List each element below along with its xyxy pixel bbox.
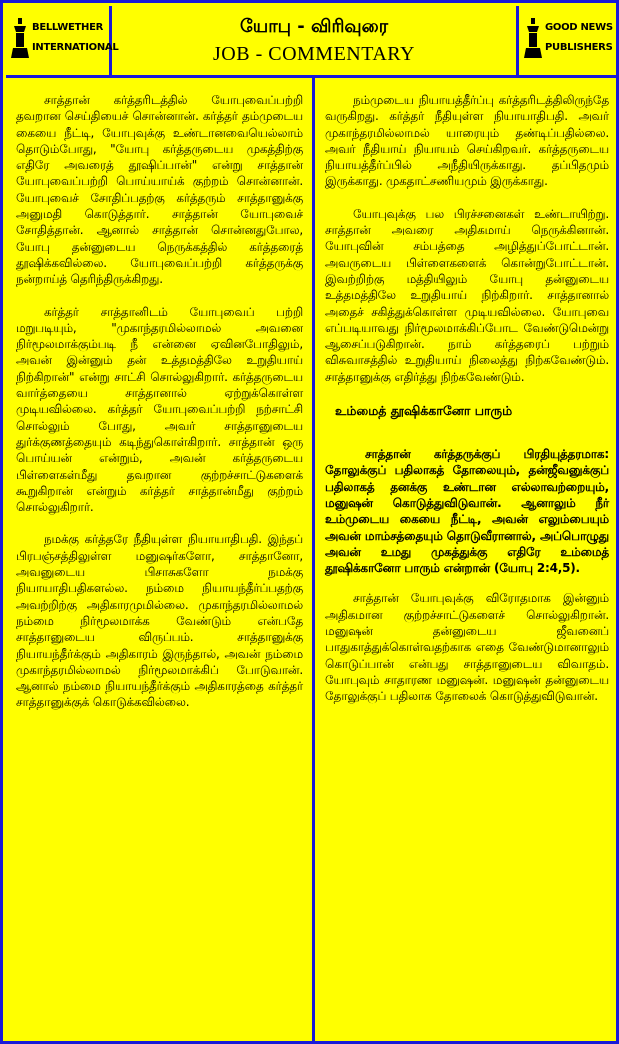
paragraph: யோபுவுக்கு பல பிரச்சனைகள் உண்டாயிற்று. சாத்தான் அவரை அதிகமாய் நெருக்கினான். யோபுவின் சம்பத்தை அழித்துப்போட்டான். அவருடைய பிள்ளைகளைக் கொன்றுபோட்டான். இவற்றிற்கு மத்தியிலும் யோபு தன்னுடைய உத்தமத்திலே உறுதியாய் நிற்கிறார். சாத்தானால் அதைச் சகித்துக்கொள்ள முடியவில்லை. யோபுவை எப்படியாவது நிர்மூலமாக்கிப்போட வேண்டுமென்று ஆசைப்படுகிறான். நாம் கர்த்தரைப் பற்றும் விசுவாசத்தில் உறுதியாய் நிலைத்து நிற்கவேண்டும். சாத்தானுக்கு எதிர்த்து நிற்கவேண்டும்.: [325, 206, 609, 384]
bell-tower-icon: [524, 18, 542, 58]
good-news-logo: [516, 6, 619, 75]
good-news-line2: PUBLISHERS: [545, 42, 613, 53]
bellwether-logo: [6, 6, 119, 75]
paragraph: கர்த்தர் சாத்தானிடம் யோபுவைப் பற்றி மறுபடியும், "முகாந்தரமில்லாமல் அவனை நிர்மூலமாக்கும்படி நீ என்னை ஏவினபோதிலும், அவன் இன்னும் தன் உத்தமத்திலே உறுதியாய் நிற்கிறான்" என்று சாட்சி சொல்லுகிறார். கர்த்தருடைய வார்த்தையை சாத்தானால் ஏற்றுக்கொள்ள முடியவில்லை. கர்த்தர் யோபுவைப்பற்றி நற்சாட்சி சொல்லும் போது, அவர் சாத்தானுடைய துர்க்குணத்தையும் கடிந்துகொள்கிறார். சாத்தான் ஒரு பொய்யன் என்றும், அவன் கர்த்தருடைய பிள்ளைகள்மீது தவறான குற்றச்சாட்டுகளைக் கூறுகிறான் என்றும் கர்த்தர் சாத்தான்மீது குற்றம் சொல்லுகிறார்.: [16, 304, 303, 515]
left-column: [6, 78, 313, 1044]
paragraph: சாத்தான் யோபுவுக்கு விரோதமாக இன்னும் அதிகமான குற்றச்சாட்டுகளைச் சொல்லுகிறான். மனுஷன் தன்னுடைய ஜீவனைப் பாதுகாத்துக்கொள்வதற்காக எதை வேண்டுமானாலும் கொடுப்பான் என்பது சாத்தானுடைய விவாதம். யோபுவும் சாதாரண மனுஷன். மனுஷன் தன்னுடைய தோலுக்குப் பதிலாக தோலைக் கொடுத்துவிடுவான்.: [325, 591, 609, 704]
good-news-line1: GOOD NEWS: [545, 22, 613, 33]
paragraph: நமக்கு கர்த்தரே நீதியுள்ள நியாயாதிபதி. இந்தப் பிரபஞ்சத்திலுள்ள மனுஷர்களோ, சாத்தானோ, அவனுடைய பிசாசுகளோ நமக்கு நியாயாதிபதிகளல்ல. நம்மை நியாயந்தீர்ப்பதற்கு அவற்றிற்கு அதிகாரமுமில்லை. முகாந்தரமில்லாமல் நம்மை நிர்மூலமாக்க வேண்டும் என்பதே சாத்தானுடைய விருப்பம். சாத்தானுக்கு நியாயந்தீர்க்கும் அதிகாரம் இருந்தால், அவன் நம்மை முகாந்தரமில்லாமல் நிர்மூலமாக்கிப் போடுவான். ஆனால் நம்மை நியாயந்தீர்க்கும் அதிகாரத்தை கர்த்தர் சாத்தானுக்குக் கொடுக்கவில்லை.: [16, 532, 303, 710]
bell-tower-icon: [11, 18, 29, 58]
header: [6, 6, 619, 78]
section-heading: உம்மைத் தூஷிக்கானோ பாரும்: [335, 403, 513, 419]
right-column: [315, 78, 619, 1044]
bellwether-line1: BELLWETHER: [32, 22, 104, 33]
title-block: [112, 6, 516, 75]
paragraph: நம்முடைய நியாயத்தீர்ப்பு கர்த்தரிடத்திலிருந்தே வருகிறது. கர்த்தர் நீதியுள்ள நியாயாதிபதி. அவர் முகாந்தரமில்லாமல் யாரையும் தண்டிப்பதில்லை. அவர் நீதியாய் நியாயம் செய்கிறவர். கர்த்தருடைய நியாயத்தீர்ப்பில் அநீதியிருக்காது. தப்பிதமும் இருக்காது. முகதாட்சணியமும் இருக்காது.: [325, 93, 609, 189]
bellwether-line2: INTERNATIONAL: [32, 42, 119, 53]
title-english: JOB - COMMENTARY: [213, 43, 415, 65]
paragraph: சாத்தான் கர்த்தரிடத்தில் யோபுவைப்பற்றி தவறான செய்தியைச் சொன்னான். கர்த்தர் தம்முடைய கையை நீட்டி, யோபுவுக்கு உண்டானவையெல்லாம் தொடும்போது, "யோபு கர்த்தருடைய முகத்திற்கு எதிரே அவரைத் தூஷிப்பான்" என்று சாத்தான் யோபுவைப்பற்றி பொய்யாய்க் குற்றம் சொன்னான். யோபுவைச் சோதிப்பதற்கு கர்த்தரும் சாத்தானுக்கு அனுமதி கொடுத்தார். சாத்தான் யோபுவைச் சோதித்தான். ஆனால் சாத்தான் சொன்னதுபோல, யோபு தன்னுடைய நெருக்கத்தில் கர்த்தரைத் தூஷிக்கவில்லை. யோபுவைப்பற்றி கர்த்தருக்கு நன்றாய்த் தெரிந்திருக்கிறது.: [16, 93, 303, 287]
title-tamil: யோபு - விரிவுரை: [239, 16, 388, 37]
scripture-quote: சாத்தான் கர்த்தருக்குப் பிரதியுத்தரமாக: தோலுக்குப் பதிலாகத் தோலையும், தன்ஜீவனுக்குப் பதிலாகத் தனக்கு உண்டான எல்லாவற்றையும், மனுஷன் கொடுத்துவிடுவான். ஆனாலும் நீர் உம்முடைய கையை நீட்டி, அவன் எலும்பையும் அவன் மாம்சத்தையும் தொடுவீரானால், அப்பொழுது அவன் உமது முகத்துக்கு எதிரே உம்மைத் தூஷிக்கானோ பாரும் என்றான் (யோபு 2:4,5).: [325, 447, 609, 576]
